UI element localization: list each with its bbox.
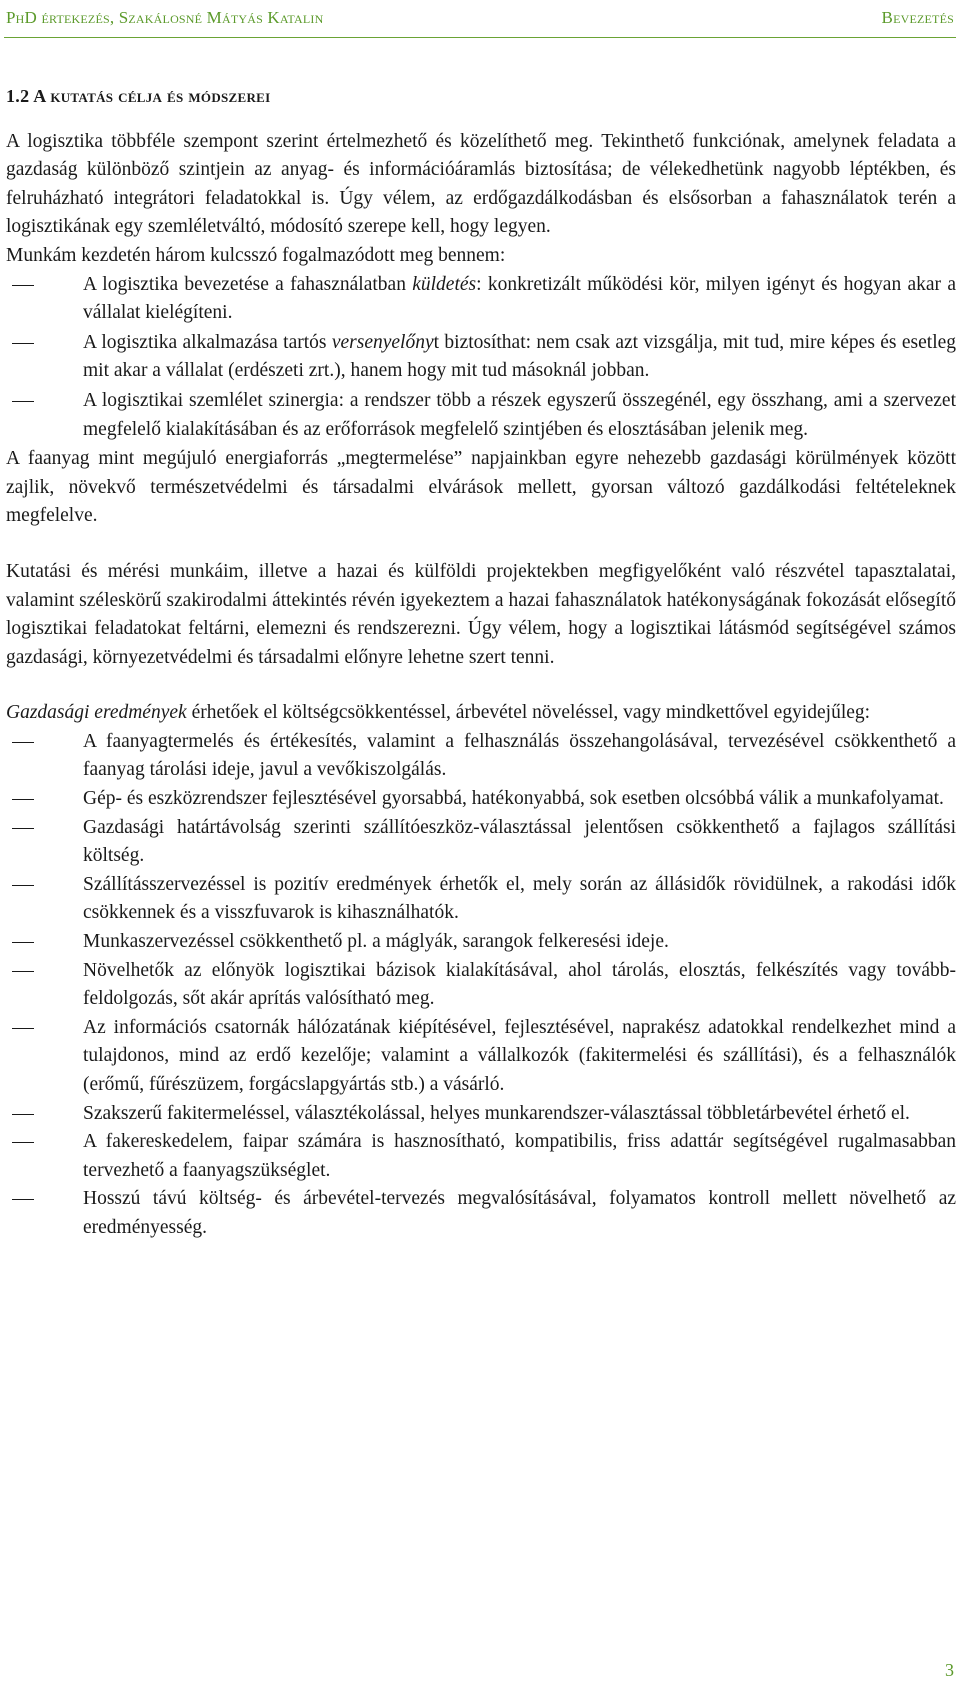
paragraph-economic-results: Gazdasági eredmények érhetőek el költségcsökkentéssel, árbevétel növeléssel, vagy mindkettővel egyidejűleg: [6, 702, 871, 724]
economic-results-emphasis: Gazdasági eredmények [6, 702, 187, 724]
list-item: A logisztika alkalmazása tartós versenyelőnyt biztosíthat: nem csak azt vizsgálja, mit tud, mire képes és esetleg mit akar a vállalat (erdészeti zrt.), hanem hogy mit tud másoknál jobban. [6, 329, 956, 386]
list-item: A fakereskedelem, faipar számára is hasznosítható, kompatibilis, friss adattár segítségével rugalmasabban tervezhető a faanyagszükséglet. [6, 1128, 956, 1185]
keyword-emphasis: szinergia [268, 389, 339, 411]
list-item: Növelhetők az előnyök logisztikai bázisok kialakításával, ahol tárolás, elosztás, felkészítés vagy tovább-feldolgozás, sőt akár aprítás valósítható meg. [6, 957, 956, 1014]
list-item: Az információs csatornák hálózatának kiépítésével, fejlesztésével, naprakész adatokkal rendelkezhet mind a tulajdonos, mind az erdő kezelője; valamint a vállalkozók (fakitermelési és szállítási), és a felhasználók (erőmű, fűrészüzem, forgácslapgyártás stb.) a vásárló. [6, 1014, 956, 1100]
economic-results-list [6, 728, 956, 1243]
keyword-emphasis: küldetés [412, 273, 477, 295]
list-item: Hosszú távú költség- és árbevétel-tervezés megvalósításával, folyamatos kontroll mellett növelhető az eredményesség. [6, 1185, 956, 1242]
paragraph-timber-production: A faanyag mint megújuló energiaforrás „megtermelése” napjainkban egyre nehezebb gazdasági körülmények között zajlik, növekvő természetvédelmi és társadalmi elvárások mellett, gyorsan változó gazdálkodási feltételeknek megfelelve. [6, 448, 956, 527]
list-item: A logisztika bevezetése a fahasználatban küldetés: konkretizált működési kör, milyen igényt és hogyan akar a vállalat kielégíteni. [6, 271, 956, 328]
list-item: Gazdasági határtávolság szerinti szállítóeszköz-választással jelentősen csökkenthető a fajlagos szállítási költség. [6, 814, 956, 871]
paragraph-research-methods: Kutatási és mérési munkáim, illetve a hazai és külföldi projektekben megfigyelőként való részvétel tapasztalatai, valamint széleskörű szakirodalmi áttekintés révén igyekeztem a hazai fahasználatok hatékonyságának fokozását elősegítő logisztikai feladatokat feltárni, elemezni és rendszerezni. Úgy vélem, hogy a logisztikai látásmód segítségével számos gazdasági, környezetvédelmi és társadalmi előnyre lehetne szert tenni. [6, 560, 956, 668]
paragraph-keywords-lead: Munkám kezdetén három kulcsszó fogalmazódott meg bennem: [6, 244, 506, 266]
header-divider [4, 37, 956, 38]
list-item: A faanyagtermelés és értékesítés, valamint a felhasználás összehangolásával, tervezésével csökkenthető a faanyag tárolási ideje, javul a vevőkiszolgálás. [6, 728, 956, 785]
keywords-list [6, 271, 956, 445]
list-item: A logisztikai szemlélet szinergia: a rendszer több a részek egyszerű összegénél, egy összhang, ami a szervezet megfelelő kialakításában és az erőforrások megfelelő szintjében és elosztásában jelenik meg. [6, 387, 956, 444]
header-right-chapter: Bevezetés [881, 8, 954, 27]
list-item: Szállításszervezéssel is pozitív eredmények érhetők el, mely során az állásidők rövidülnek, a rakodási idők csökkennek és a visszfuvarok is kihasználhatók. [6, 871, 956, 928]
running-header [6, 8, 954, 28]
section-heading: 1.2 A kutatás célja és módszerei [6, 86, 271, 106]
page-number: 3 [945, 1660, 954, 1680]
paragraph-intro: A logisztika többféle szempont szerint értelmezhető és közelíthető meg. Tekinthető funkciónak, amelynek feladata a gazdaság különböző szintjein az anyag- és információáramlás biztosítása; de vélekedhetünk nagyobb léptékben, és felruházható integrátori feladatokkal is. Úgy vélem, az erdőgazdálkodásban és elsősorban a fahasználatok terén a logisztikának egy szemléletváltó, módosító szerepe kell, hogy legyen. [6, 130, 956, 238]
list-item: Szakszerű fakitermeléssel, választékolással, helyes munkarendszer-választással többletárbevétel érhető el. [6, 1100, 956, 1129]
list-item: Munkaszervezéssel csökkenthető pl. a máglyák, sarangok felkeresési ideje. [6, 928, 956, 957]
list-item: Gép- és eszközrendszer fejlesztésével gyorsabbá, hatékonyabbá, sok esetben olcsóbbá válik a munkafolyamat. [6, 785, 956, 814]
header-left-title: PhD értekezés, Szakálosné Mátyás Katalin [6, 8, 324, 27]
page-body [6, 82, 956, 1243]
keyword-emphasis: versenyelőny [331, 331, 434, 353]
